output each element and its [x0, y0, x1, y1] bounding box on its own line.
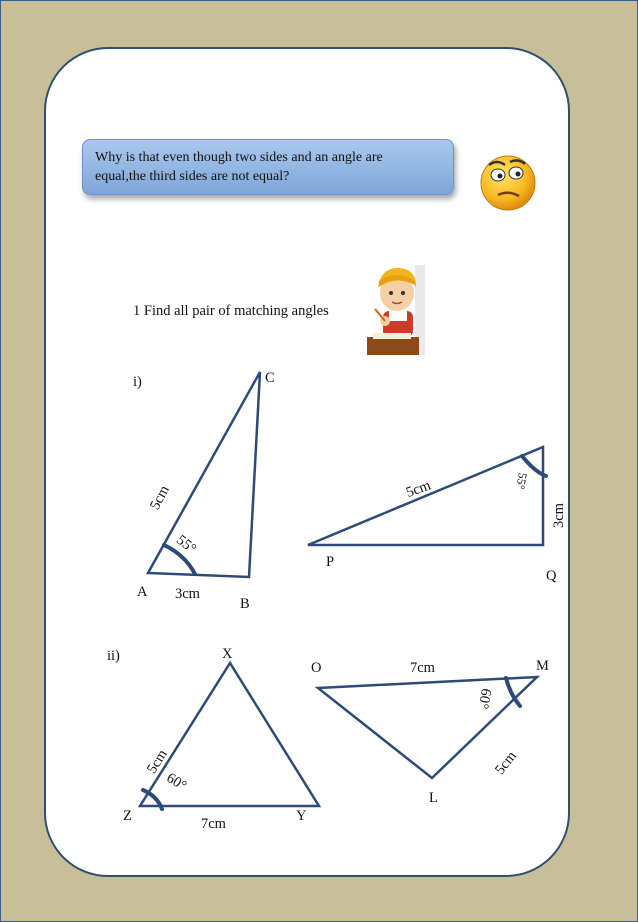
vertex-l: L — [429, 790, 438, 806]
vertex-a: A — [137, 584, 148, 600]
vertex-m: M — [536, 658, 549, 674]
angle-m-value: 60° — [474, 687, 494, 711]
angle-pq-value: 55° — [513, 471, 530, 491]
side-om-length: 7cm — [410, 660, 435, 676]
vertex-p: P — [326, 554, 335, 570]
side-ab-length: 3cm — [175, 586, 200, 602]
vertex-q: Q — [546, 568, 557, 584]
angle-a-value: 55° — [173, 532, 200, 558]
vertex-c: C — [265, 370, 275, 386]
question-line-2: equal,the third sides are not equal? — [95, 169, 290, 184]
vertex-y: Y — [296, 808, 307, 824]
instruction-text: 1 Find all pair of matching angles — [133, 303, 329, 319]
angle-z-value: 60° — [163, 770, 190, 795]
side-ml-length: 5cm — [492, 748, 520, 778]
question-line-1: Why is that even though two sides and an angle are — [95, 150, 383, 165]
side-ac-length: 5cm — [147, 482, 173, 513]
vertex-z: Z — [123, 808, 132, 824]
vertex-x: X — [222, 646, 233, 662]
side-zx-length: 5cm — [144, 746, 171, 777]
side-pr-length: 5cm — [404, 477, 433, 502]
part-ii-label: ii) — [107, 648, 120, 664]
vertex-b: B — [240, 596, 250, 612]
part-i-label: i) — [133, 374, 142, 390]
vertex-o: O — [311, 660, 322, 676]
side-q-length: 3cm — [551, 503, 567, 528]
side-zy-length: 7cm — [201, 816, 226, 832]
